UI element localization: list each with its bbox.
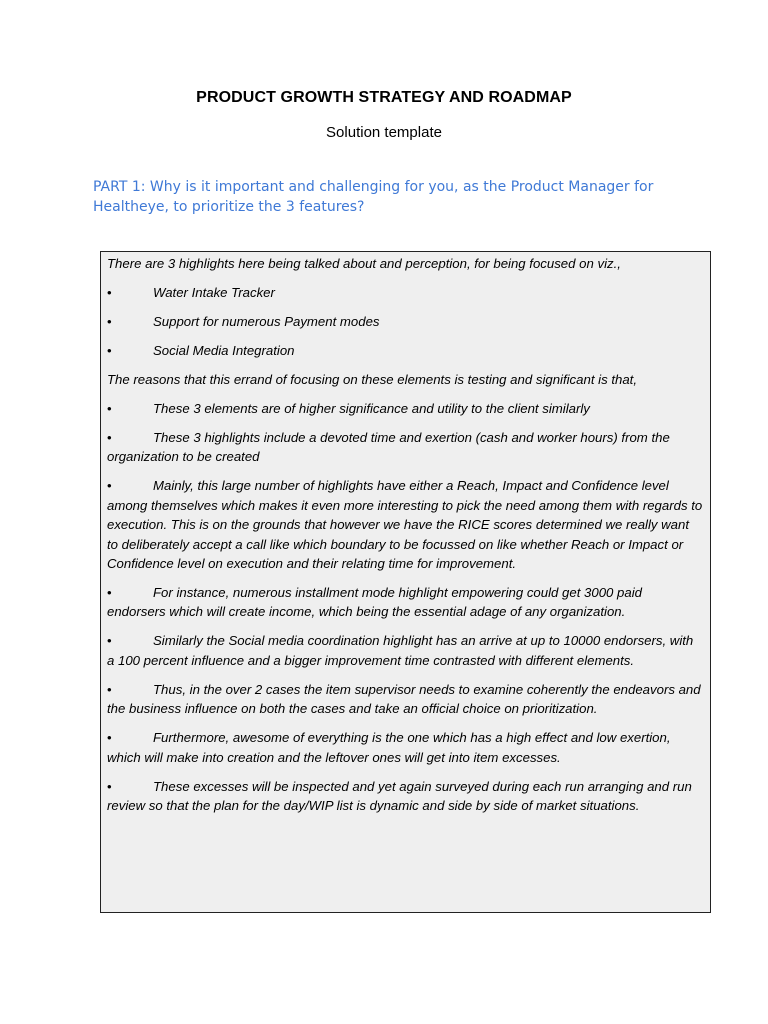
bullet-icon: •	[107, 285, 112, 300]
reason-text: These 3 elements are of higher significance and utility to the client similarly	[153, 401, 590, 416]
feature-text: Support for numerous Payment modes	[153, 314, 380, 329]
feature-item	[107, 283, 703, 302]
reason-text: These 3 highlights include a devoted time and exertion (cash and worker hours) from the organization to be created	[107, 430, 670, 465]
bullet-icon: •	[107, 478, 112, 494]
bullet-icon: •	[107, 343, 112, 358]
reason-text: For instance, numerous installment mode highlight empowering could get 3000 paid endorsers which will create income, which being the essential adage of any organization.	[107, 585, 642, 620]
feature-text: Social Media Integration	[153, 343, 295, 358]
feature-item	[107, 312, 703, 331]
reason-item	[107, 399, 703, 418]
reason-text: Mainly, this large number of highlights have either a Reach, Impact and Confidence level among themselves which makes it even more interesting to pick the need among them with regards to execution. This is on the grounds that however we have the RICE scores determined we really want to deliberately accept a call like which boundary to be focussed on like whether Reach or Impact or Confidence level on execution and their relating time for improvement.	[107, 478, 703, 572]
reason-item	[107, 583, 703, 622]
reason-item	[107, 476, 703, 573]
reason-text: Similarly the Social media coordination highlight has an arrive at up to 10000 endorsers, with a 100 percent influence and a bigger improvement time contrasted with different elements.	[107, 633, 694, 668]
bullet-icon: •	[107, 730, 112, 746]
reason-text: These excesses will be inspected and yet again surveyed during each run arranging and run review so that the plan for the day/WIP list is dynamic and side by side of market situations.	[107, 778, 692, 814]
bullet-icon: •	[107, 681, 112, 697]
reason-item	[107, 728, 703, 767]
bullet-icon: •	[107, 314, 112, 329]
part1-question: PART 1: Why is it important and challenging for you, as the Product Manager for Healtheye, to prioritize the 3 features?	[93, 179, 654, 215]
bullet-icon: •	[107, 430, 112, 445]
reason-item	[107, 680, 703, 719]
reason-item	[107, 631, 703, 670]
reasons-intro: The reasons that this errand of focusing on these elements is testing and significant is that,	[107, 372, 637, 387]
feature-text: Water Intake Tracker	[153, 285, 275, 300]
reason-item	[107, 428, 703, 467]
feature-item	[107, 341, 703, 360]
bullet-icon: •	[107, 401, 112, 416]
document-subtitle: Solution template	[326, 124, 442, 141]
answer-intro: There are 3 highlights here being talked about and perception, for being focused on viz.,	[107, 256, 621, 271]
bullet-icon: •	[107, 633, 112, 649]
bullet-icon: •	[107, 585, 112, 601]
document-title: PRODUCT GROWTH STRATEGY AND ROADMAP	[196, 89, 572, 106]
reason-text: Thus, in the over 2 cases the item supervisor needs to examine coherently the endeavors and the business influence on both the cases and take an official choice on prioritization.	[107, 681, 701, 717]
bullet-icon: •	[107, 778, 112, 794]
answer-box	[100, 251, 711, 913]
reason-item	[107, 777, 703, 816]
reason-text: Furthermore, awesome of everything is the one which has a high effect and low exertion, which will make into creation and the leftover ones will get into item excesses.	[107, 730, 671, 765]
